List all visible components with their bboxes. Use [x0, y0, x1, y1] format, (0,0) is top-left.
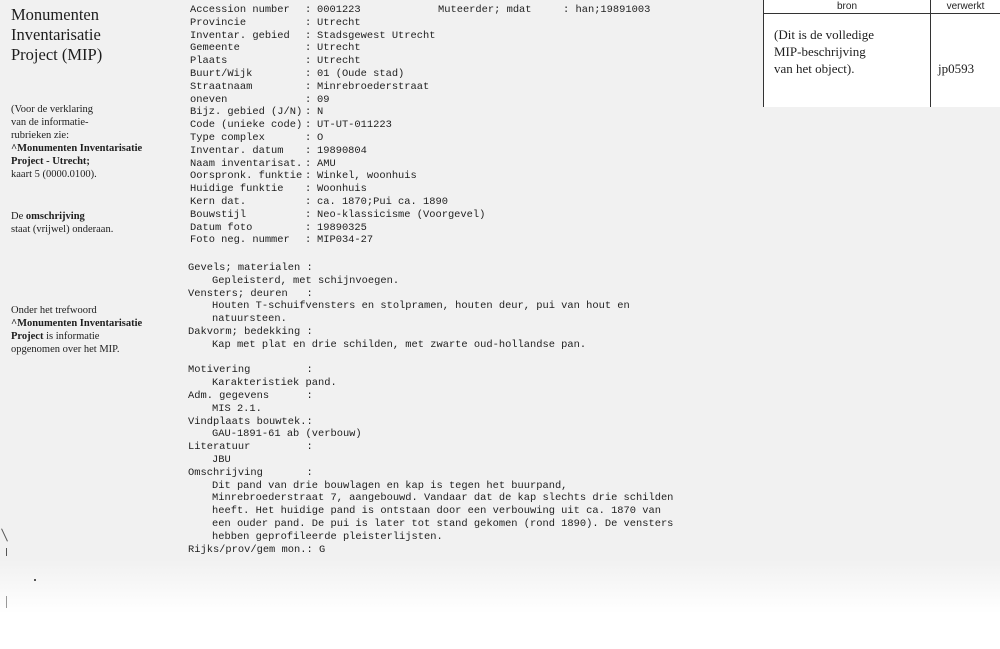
field-row	[190, 81, 485, 94]
field-separator: :	[305, 157, 312, 170]
field-value: AMU	[317, 157, 336, 170]
field-separator: :	[305, 42, 312, 55]
field-value: MIP034-27	[317, 234, 374, 247]
scan-mark	[6, 596, 7, 608]
field-label: Provincie	[190, 16, 247, 29]
field-row	[190, 196, 485, 209]
note-line: opgenomen over het MIP.	[11, 344, 120, 355]
field-value: UT-UT-011223	[317, 119, 392, 132]
field-value: 09	[317, 93, 330, 106]
scan-mark	[34, 579, 36, 581]
field-row	[190, 234, 485, 247]
section-gap	[188, 352, 673, 365]
note-line	[11, 317, 171, 330]
bron-line: (Dit is de volledige	[774, 27, 875, 42]
field-value: ca. 1870;Pui ca. 1890	[317, 195, 448, 208]
field-separator: :	[305, 234, 312, 247]
page-bottom-margin	[0, 560, 1000, 649]
description-heading: Rijks/prov/gem mon.: G	[188, 543, 326, 556]
field-row	[190, 183, 485, 196]
note-line: van de informatie-	[11, 117, 89, 128]
field-label: Plaats	[190, 55, 228, 68]
description-heading: Vensters; deuren :	[188, 287, 313, 300]
field-row	[190, 119, 485, 132]
note-line	[11, 330, 171, 343]
bron-line: van het object).	[774, 61, 855, 76]
field-label: Muteerder; mdat	[438, 4, 532, 16]
field-separator: :	[305, 80, 312, 93]
bron-cell	[774, 26, 924, 77]
field-separator: :	[305, 67, 312, 80]
note-line: staat (vrijwel) onderaan.	[11, 224, 114, 235]
field-row	[190, 68, 485, 81]
description-heading: Adm. gegevens :	[188, 389, 313, 402]
field-separator: :	[305, 183, 312, 196]
field-label: Foto neg. nummer	[190, 234, 290, 247]
field-separator: :	[305, 4, 312, 16]
header-bron: bron	[764, 0, 930, 14]
field-row	[190, 132, 485, 145]
field-label: Bouwstijl	[190, 208, 247, 221]
field-separator: :	[305, 221, 312, 234]
field-separator: :	[305, 144, 312, 157]
field-row	[190, 209, 485, 222]
document-title	[11, 5, 161, 65]
note-line	[11, 142, 171, 155]
note-line: (Voor de verklaring	[11, 104, 94, 115]
field-value: han;19891003	[575, 4, 651, 16]
note-bold: Project	[11, 331, 44, 342]
description-text: heeft. Het huidige pand is ontstaan door een verbouwing uit ca. 1870 van	[212, 505, 661, 518]
description-text: Houten T-schuifvensters en stolpramen, houten deur, pui van hout en	[212, 300, 630, 313]
description-text: natuursteen.	[212, 313, 287, 326]
field-label: Code (unieke code)	[190, 119, 303, 132]
field-separator: :	[305, 29, 312, 42]
description-text: hebben geprofileerde pleisterlijsten.	[212, 530, 443, 543]
note-bold: Project - Utrecht;	[11, 156, 90, 167]
field-separator: :	[305, 208, 312, 221]
note-bold: omschrijving	[25, 211, 85, 222]
description-text: JBU	[212, 453, 231, 466]
field-value: 19890325	[317, 221, 367, 234]
field-value: Utrecht	[317, 16, 361, 29]
field-label: Inventar. gebied	[190, 29, 290, 42]
field-value: N	[317, 106, 324, 119]
field-row	[190, 55, 485, 68]
field-row	[190, 94, 485, 107]
field-label: Straatnaam	[190, 80, 253, 93]
field-label: Buurt/Wijk	[190, 67, 253, 80]
field-row	[190, 17, 485, 30]
field-value: Winkel, woonhuis	[317, 170, 417, 183]
description-text: Gepleisterd, met schijnvoegen.	[212, 274, 400, 287]
field-separator: :	[305, 106, 312, 119]
scan-mark	[6, 548, 7, 556]
note-text: De	[11, 211, 26, 222]
field-label: Type complex	[190, 131, 265, 144]
field-label: Oorspronk. funktie	[190, 170, 303, 183]
field-value: 0001223	[317, 4, 361, 16]
description-heading: Omschrijving :	[188, 466, 313, 479]
field-separator: :	[305, 93, 312, 106]
field-value: Woonhuis	[317, 183, 367, 196]
field-separator: :	[305, 16, 312, 29]
field-row	[190, 106, 485, 119]
field-label: Inventar. datum	[190, 144, 284, 157]
field-label: Datum foto	[190, 221, 253, 234]
description-heading: Vindplaats bouwtek.:	[188, 415, 313, 428]
field-value: Minrebroederstraat	[317, 80, 430, 93]
note-line	[11, 155, 171, 168]
description-heading: Motivering :	[188, 364, 313, 377]
note-line: Onder het trefwoord	[11, 305, 97, 316]
field-value: Utrecht	[317, 55, 361, 68]
field-separator: :	[305, 119, 312, 132]
note-line: kaart 5 (0000.0100).	[11, 169, 97, 180]
field-label: Bijz. gebied (J/N)	[190, 106, 303, 119]
record-descriptions	[188, 262, 673, 556]
title-line: Project (MIP)	[11, 45, 103, 64]
field-row	[190, 42, 485, 55]
field-separator: :	[305, 195, 312, 208]
description-text: een ouder pand. De pui is later tot stand gekomen (rond 1890). De vensters	[212, 517, 674, 530]
description-heading: Dakvorm; bedekking :	[188, 325, 313, 338]
field-value: Utrecht	[317, 42, 361, 55]
table-divider	[930, 0, 931, 107]
verwerkt-cell: jp0593	[938, 61, 975, 76]
muteerder-field	[438, 4, 650, 17]
description-text: Kap met plat en drie schilden, met zwarte oud-hollandse pan.	[212, 338, 587, 351]
field-label: Kern dat.	[190, 195, 247, 208]
field-label: Accession number	[190, 4, 290, 16]
note-line: rubrieken zie:	[11, 130, 70, 141]
header-verwerkt: verwerkt	[931, 0, 1000, 14]
field-value: O	[317, 131, 324, 144]
field-separator: :	[305, 170, 312, 183]
field-row	[190, 222, 485, 235]
field-value: Neo-klassicisme (Voorgevel)	[317, 208, 486, 221]
title-line: Monumenten	[11, 5, 99, 24]
description-text: Karakteristiek pand.	[212, 377, 337, 390]
description-heading: Literatuur :	[188, 441, 313, 454]
field-row	[190, 170, 485, 183]
note-text: is informatie	[43, 331, 100, 342]
description-text: Dit pand van drie bouwlagen en kap is tegen het buurpand,	[212, 479, 568, 492]
table-divider	[763, 0, 764, 107]
record-fields	[190, 4, 485, 247]
field-value: Stadsgewest Utrecht	[317, 29, 436, 42]
description-location-note	[11, 210, 171, 236]
title-line: Inventarisatie	[11, 25, 101, 44]
field-separator: :	[563, 4, 576, 16]
description-text: MIS 2.1.	[212, 402, 262, 415]
field-value: 01 (Oude stad)	[317, 67, 405, 80]
field-label: Gemeente	[190, 42, 240, 55]
field-row	[190, 145, 485, 158]
note-bold: ^Monumenten Inventarisatie	[11, 143, 143, 154]
field-label: Huidige funktie	[190, 183, 284, 196]
note-bold: ^Monumenten Inventarisatie	[11, 318, 143, 329]
field-row	[190, 158, 485, 171]
keyword-note	[11, 304, 171, 356]
field-separator: :	[305, 55, 312, 68]
source-table	[763, 0, 1000, 107]
field-row	[190, 30, 485, 43]
note-line	[11, 210, 171, 223]
field-label: Naam inventarisat.	[190, 157, 303, 170]
field-label: oneven	[190, 93, 228, 106]
bron-line: MIP-beschrijving	[774, 44, 866, 59]
explanation-note	[11, 103, 171, 181]
description-text: GAU-1891-61 ab (verbouw)	[212, 428, 362, 441]
description-heading: Gevels; materialen :	[188, 262, 313, 274]
field-value: 19890804	[317, 144, 367, 157]
field-separator: :	[305, 131, 312, 144]
description-text: Minrebroederstraat 7, aangebouwd. Vandaar dat de kap slechts drie schilden	[212, 492, 674, 505]
